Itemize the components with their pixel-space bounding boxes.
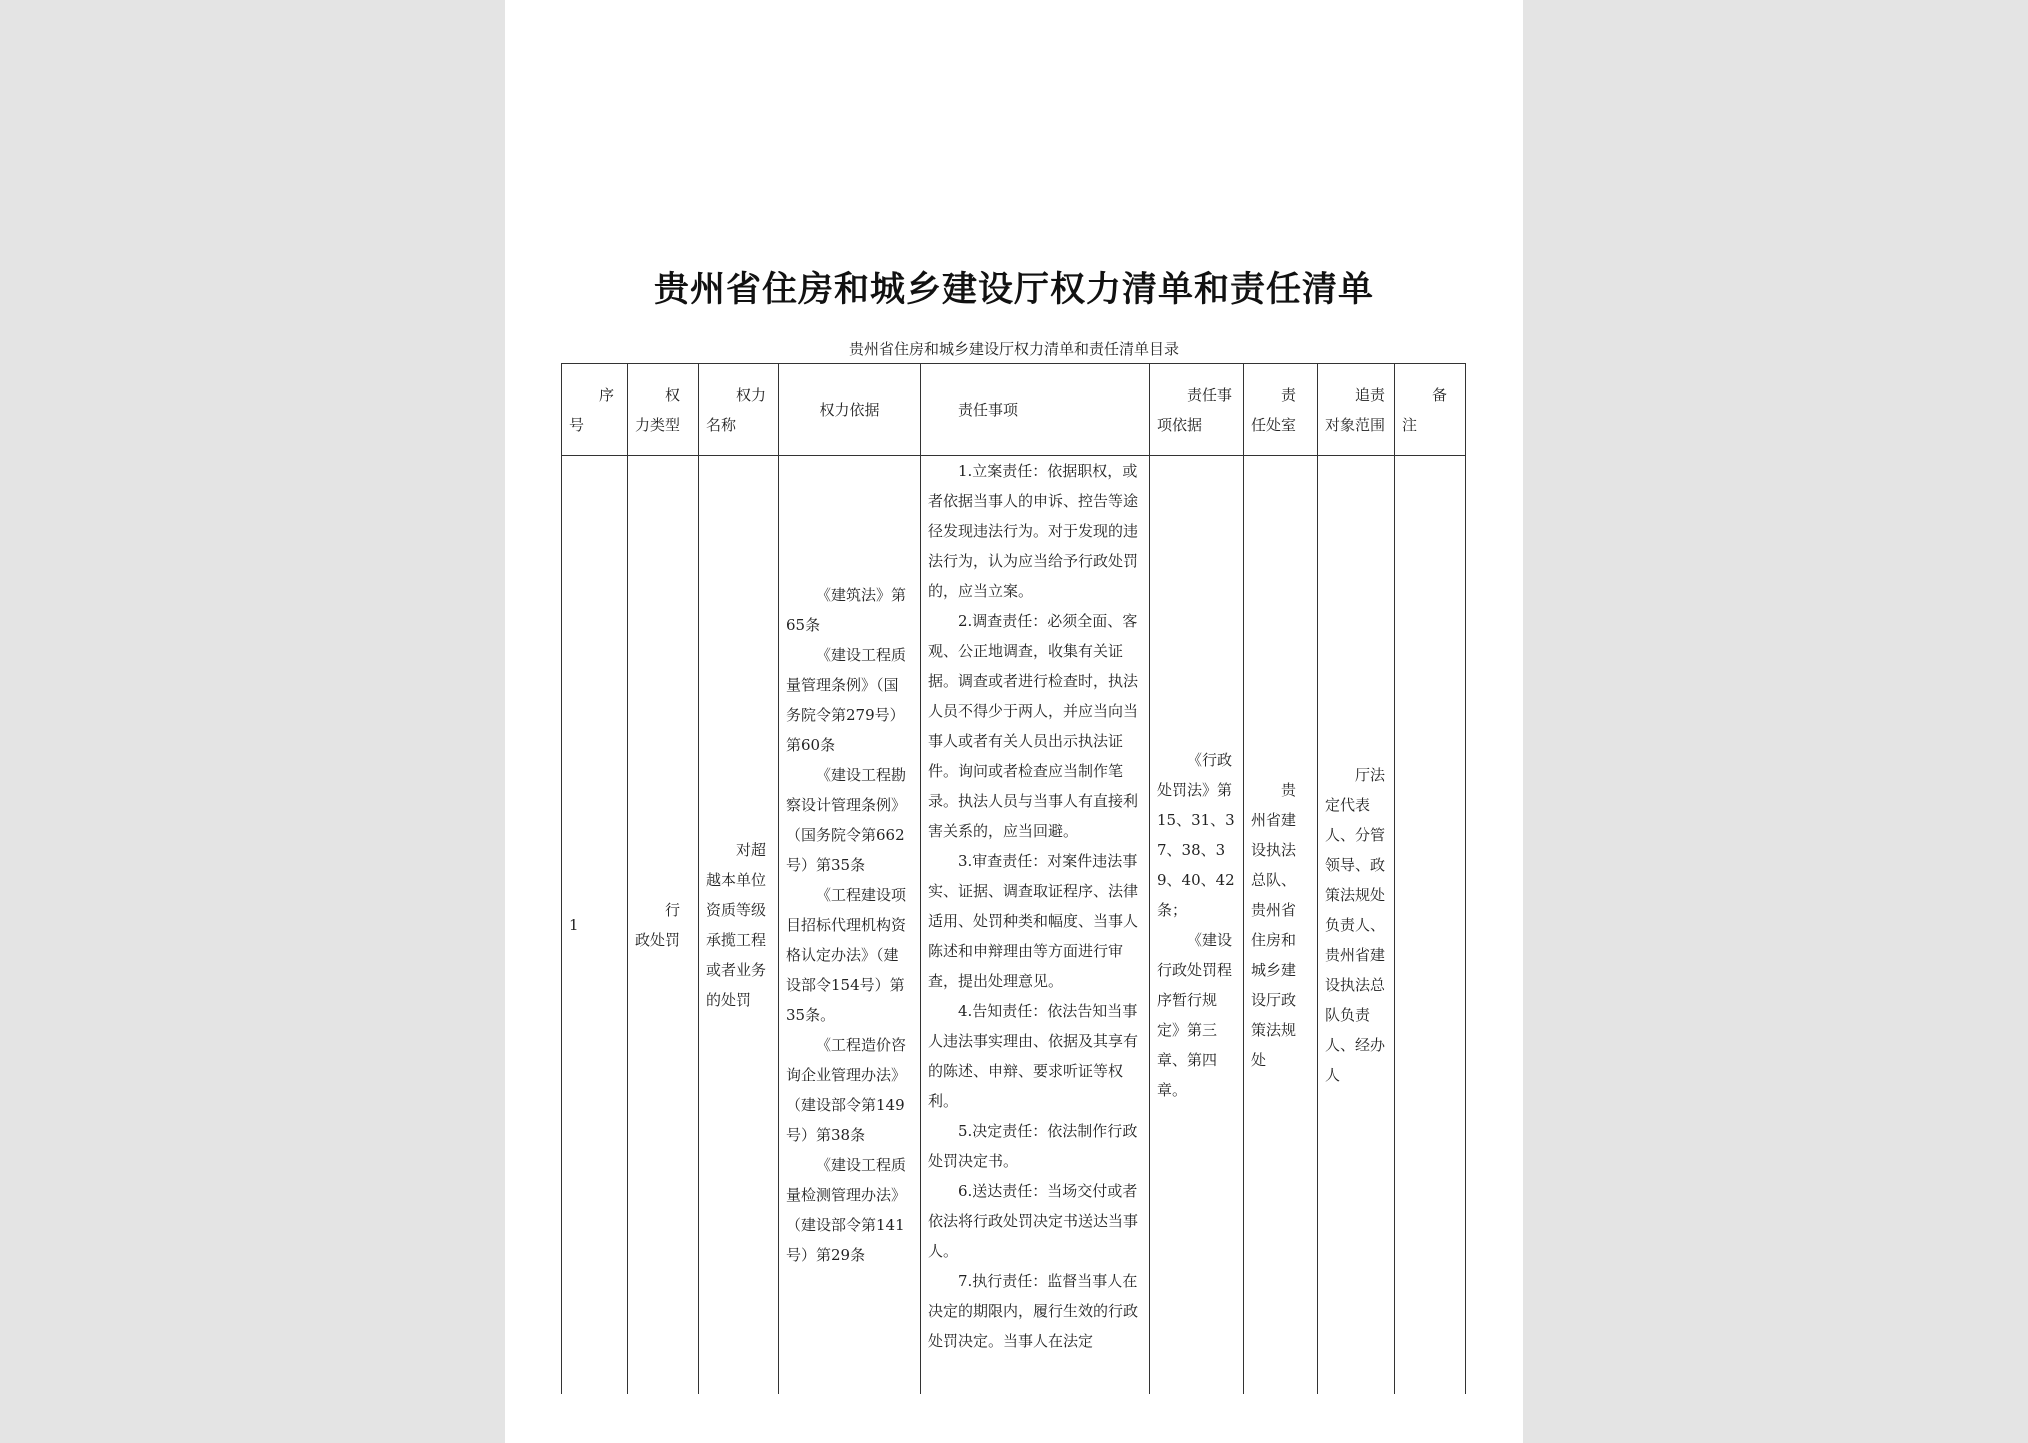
header-resp-basis: 责任事项依据: [1150, 364, 1244, 456]
document-title: 贵州省住房和城乡建设厅权力清单和责任清单: [653, 270, 1374, 310]
basis-item: 《建设工程勘察设计管理条例》（国务院令第662号）第35条: [786, 766, 907, 874]
resp-basis-item: 《建设行政处罚程序暂行规定》第三章、第四章。: [1157, 931, 1233, 1099]
basis-item: 《建筑法》第65条: [786, 586, 907, 634]
header-power-name: 权力名称: [699, 364, 779, 456]
table-header-row: [562, 364, 1466, 456]
cell-resp-basis: [1150, 456, 1244, 1395]
cell-responsibilities: [921, 456, 1150, 1395]
header-power-type: 权力类型: [628, 364, 699, 456]
responsibility-item: 2.调查责任：必须全面、客观、公正地调查，收集有关证据。调查或者进行检查时，执法人员不得少于两人，并应当向当事人或者有关人员出示执法证件。询问或者检查应当制作笔录。执法人员与当事人有直接利害关系的，应当回避。: [928, 612, 1139, 840]
cell-power-name: 对超越本单位资质等级承揽工程或者业务的处罚: [699, 456, 779, 1395]
cell-remark: [1395, 456, 1466, 1395]
basis-item: 《建设工程质量管理条例》（国务院令第279号）第60条: [786, 646, 907, 754]
basis-item: 《工程建设项目招标代理机构资格认定办法》（建设部令154号）第35条。: [786, 886, 907, 1024]
cell-basis: [779, 456, 921, 1395]
responsibility-item: 3.审查责任：对案件违法事实、证据、调查取证程序、法律适用、处罚种类和幅度、当事人陈述和申辩理由等方面进行审查，提出处理意见。: [928, 852, 1139, 990]
cell-power-type: 行政处罚: [628, 456, 699, 1395]
power-responsibility-table: [561, 363, 1466, 1394]
table-row: [562, 456, 1466, 1395]
responsibility-item: 1.立案责任：依据职权，或者依据当事人的申诉、控告等途径发现违法行为。对于发现的违法行为，认为应当给予行政处罚的，应当立案。: [928, 462, 1139, 600]
resp-basis-item: 《行政处罚法》第15、31、37、38、39、40、42条；: [1157, 751, 1235, 919]
header-basis: 权力依据: [779, 364, 921, 456]
document-page: [505, 0, 1523, 1443]
header-office: 责任处室: [1244, 364, 1318, 456]
cell-seq: 1: [562, 456, 628, 1395]
document-subtitle: 贵州省住房和城乡建设厅权力清单和责任清单目录: [848, 340, 1179, 358]
header-responsibilities: 责任事项: [921, 364, 1150, 456]
responsibility-item: 7.执行责任：监督当事人在决定的期限内，履行生效的行政处罚决定。当事人在法定: [928, 1272, 1139, 1350]
cell-office: 贵州省建设执法总队、贵州省住房和城乡建设厅政策法规处: [1244, 456, 1318, 1395]
basis-item: 《工程造价咨询企业管理办法》（建设部令第149号）第38条: [786, 1036, 907, 1144]
responsibility-item: 4.告知责任：依法告知当事人违法事实理由、依据及其享有的陈述、申辩、要求听证等权利。: [928, 1002, 1139, 1110]
header-remark: 备注: [1395, 364, 1466, 456]
cell-accountable: 厅法定代表人、分管领导、政策法规处负责人、贵州省建设执法总队负责人、经办人: [1318, 456, 1395, 1395]
header-seq: 序号: [562, 364, 628, 456]
basis-item: 《建设工程质量检测管理办法》（建设部令第141号）第29条: [786, 1156, 907, 1264]
responsibility-item: 5.决定责任：依法制作行政处罚决定书。: [928, 1122, 1138, 1170]
responsibility-item: 6.送达责任：当场交付或者依法将行政处罚决定书送达当事人。: [928, 1182, 1139, 1260]
header-accountable: 追责对象范围: [1318, 364, 1395, 456]
